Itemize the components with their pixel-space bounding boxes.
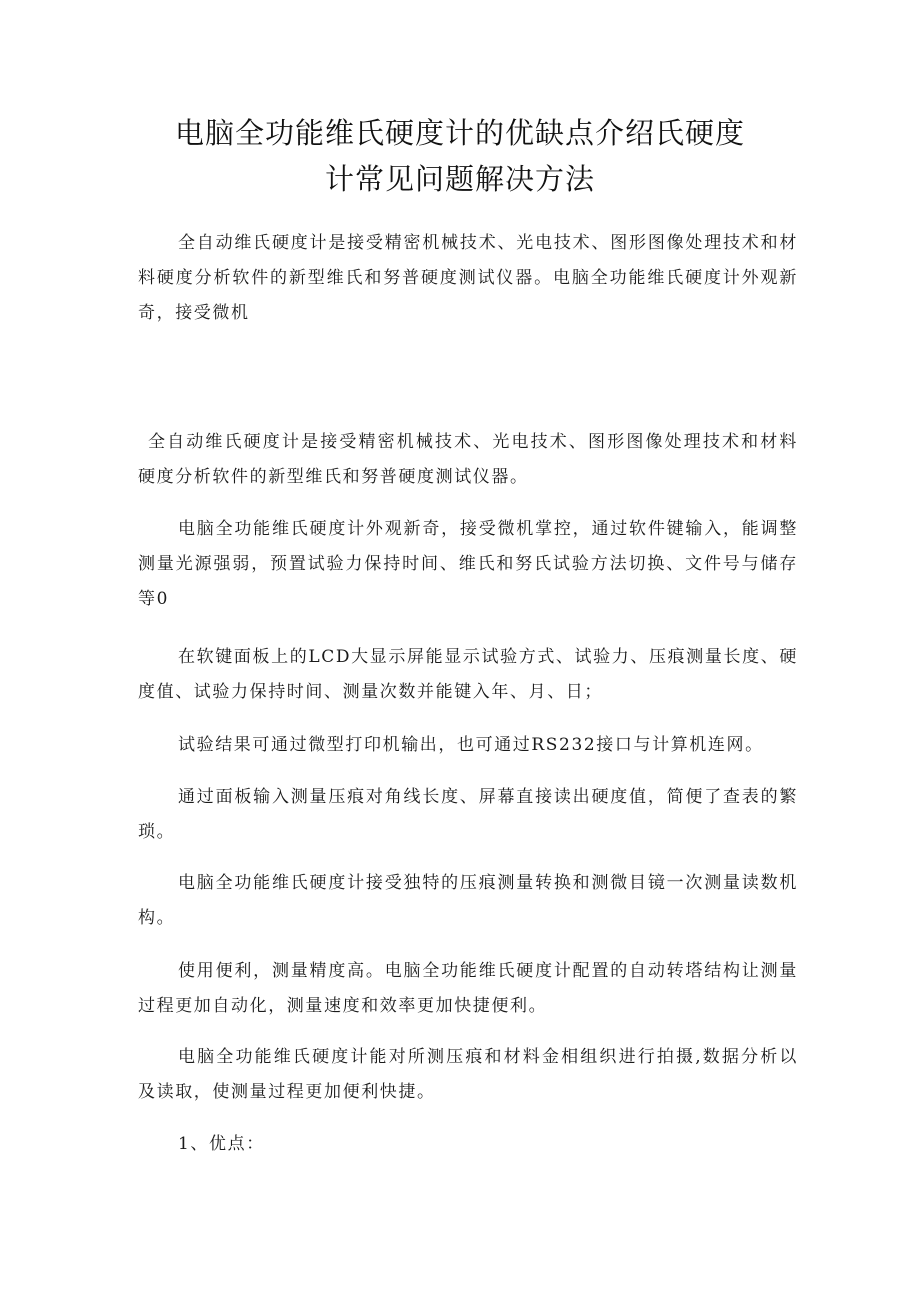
paragraph-imaging: 电脑全功能维氏硬度计能对所测压痕和材料金相组织进行拍摄,数据分析以及读取，使测量过程更加便利快捷。 <box>138 1047 798 1102</box>
paragraph-intro: 全自动维氏硬度计是接受精密机械技术、光电技术、图形图像处理技术和材料硬度分析软件的新型维氏和努普硬度测试仪器。电脑全功能维氏硬度计外观新奇，接受微机 <box>138 233 798 323</box>
paragraph-panel-input: 通过面板输入测量压痕对角线长度、屏幕直接读出硬度值，简便了查表的繁琐。 <box>138 787 798 842</box>
document-title-line-1: 电脑全功能维氏硬度计的优缺点介绍氏硬度 <box>174 116 745 150</box>
paragraph-overview: 全自动维氏硬度计是接受精密机械技术、光电技术、图形图像处理技术和材料硬度分析软件的新型维氏和努普硬度测试仪器。 <box>138 432 798 487</box>
paragraph-controls: 电脑全功能维氏硬度计外观新奇，接受微机掌控，通过软件键输入，能调整测量光源强弱，预置试验力保持时间、维氏和努氏试验方法切换、文件号与储存等0 <box>138 519 798 609</box>
paragraph-measurement: 电脑全功能维氏硬度计接受独特的压痕测量转换和测微目镜一次测量读数机构。 <box>138 873 798 928</box>
paragraph-turret: 使用便利，测量精度高。电脑全功能维氏硬度计配置的自动转塔结构让测量过程更加自动化，测量速度和效率更加快捷便利。 <box>138 961 798 1016</box>
paragraph-lcd: 在软键面板上的LCD大显示屏能显示试验方式、试验力、压痕测量长度、硬度值、试验力保持时间、测量次数并能键入年、月、日； <box>138 647 798 702</box>
document-title-line-2: 计常见问题解决方法 <box>324 162 595 196</box>
paragraph-output: 试验结果可通过微型打印机输出，也可通过RS232接口与计算机连网。 <box>178 735 764 755</box>
section-heading-advantages: 1、优点： <box>178 1134 265 1154</box>
